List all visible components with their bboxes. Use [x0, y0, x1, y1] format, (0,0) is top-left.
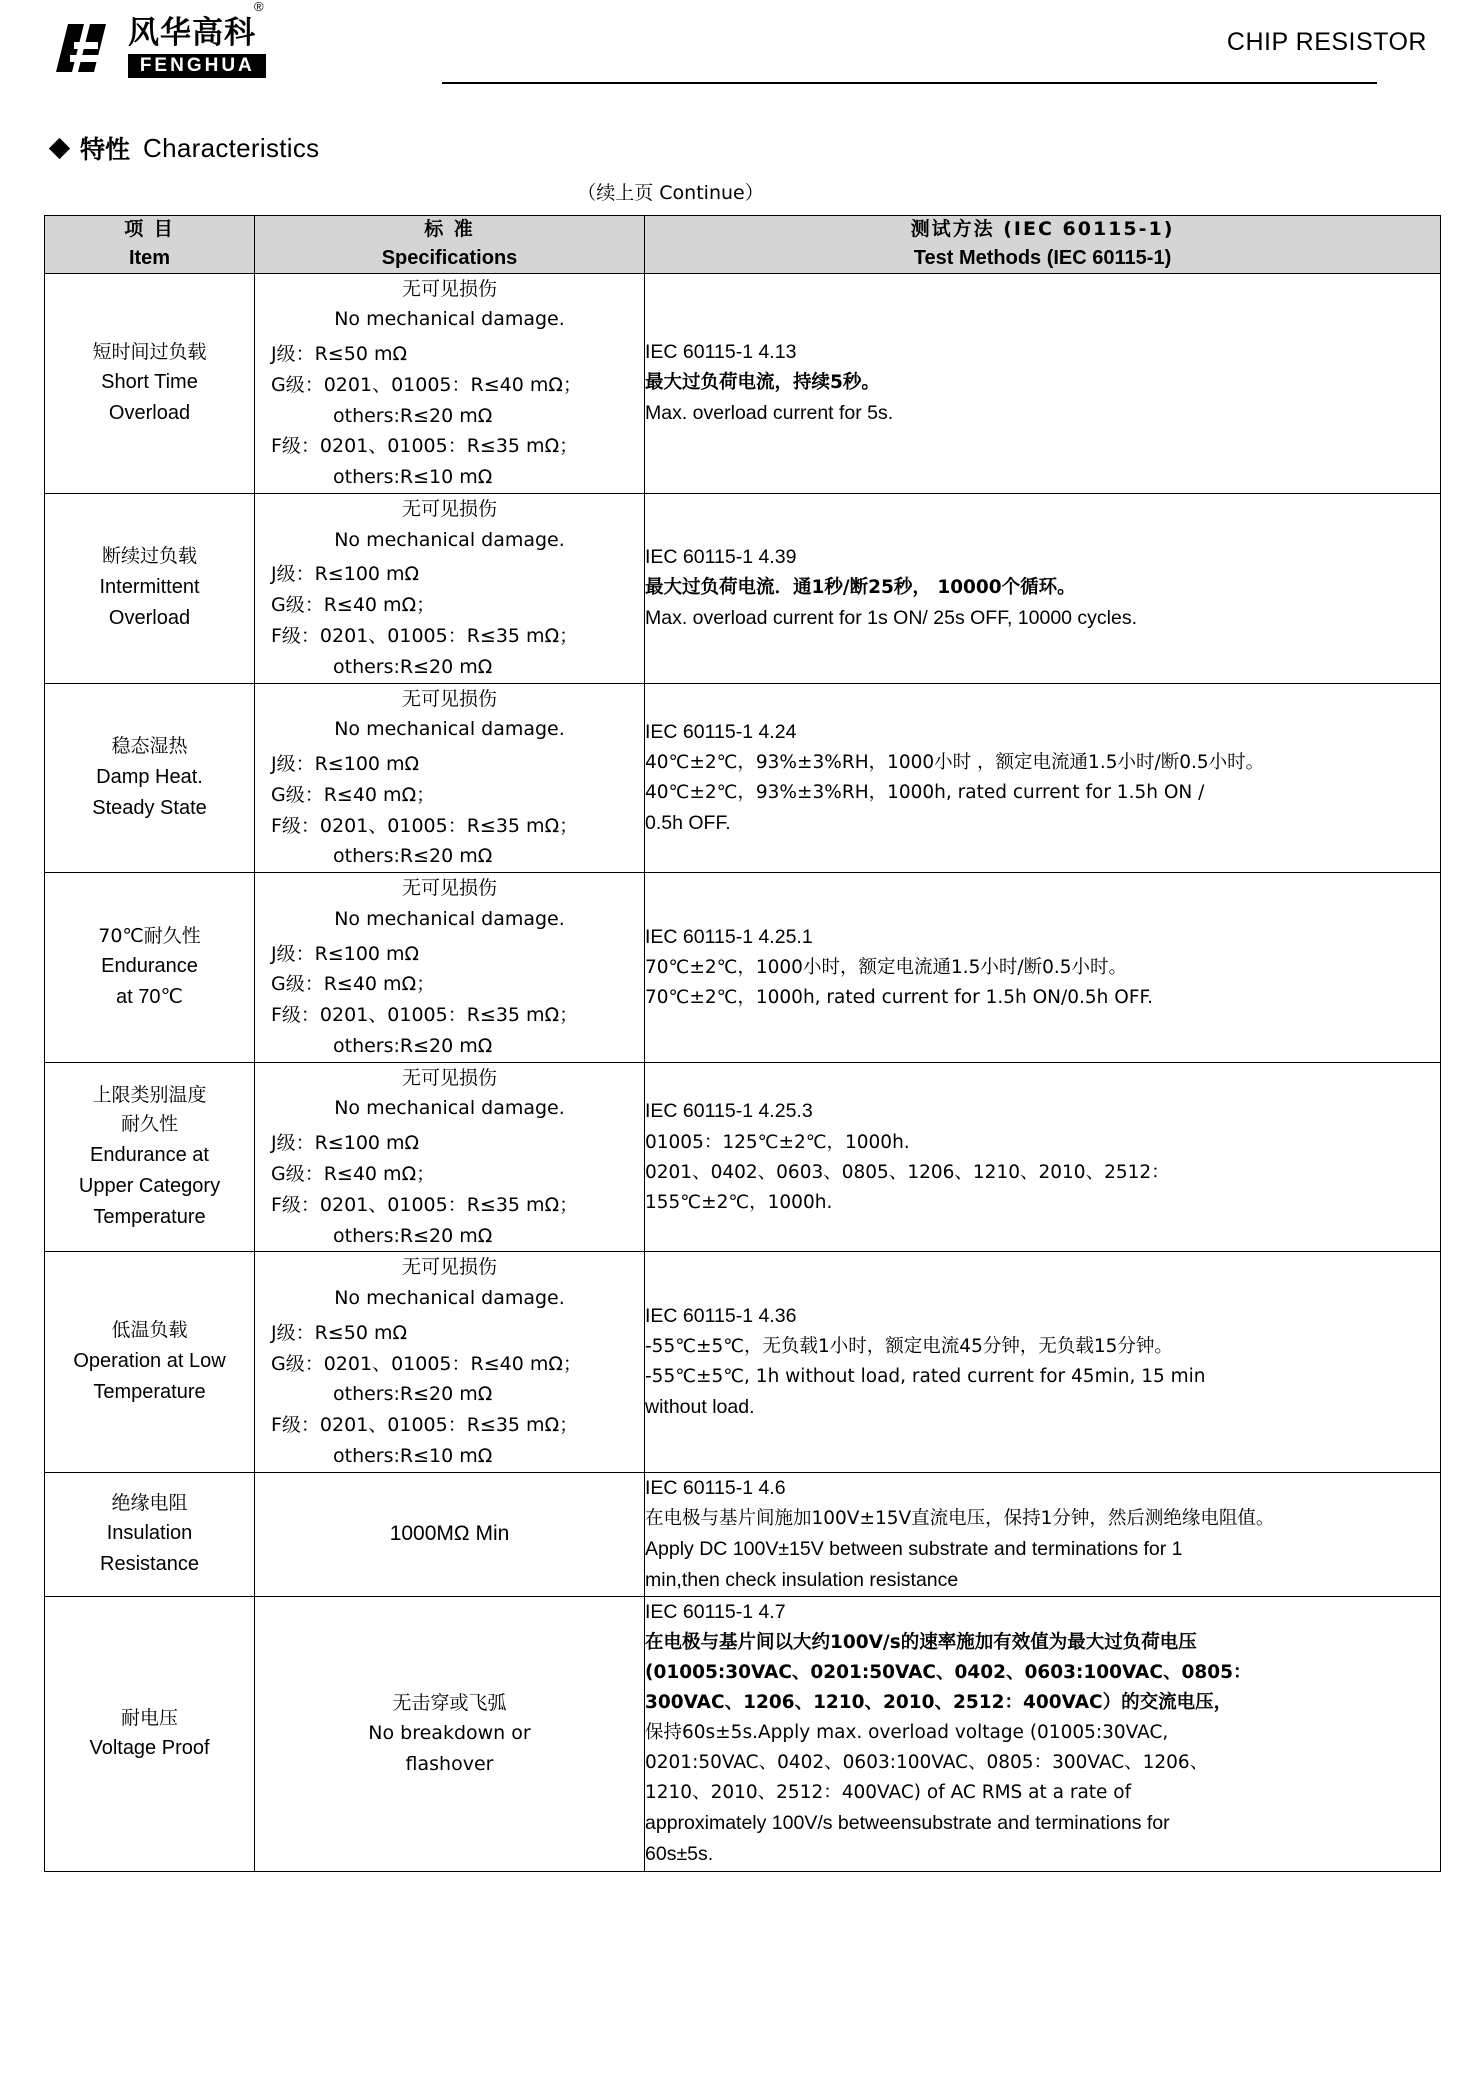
- logo-chinese-name: 风华高科: [128, 15, 256, 51]
- table-row: [45, 1472, 1441, 1597]
- table-row: [45, 1252, 1441, 1472]
- section-title-en: Characteristics: [143, 132, 320, 163]
- row-item-damp-heat-steady-state: 稳态湿热 Damp Heat. Steady State: [45, 683, 255, 873]
- table-row: [45, 683, 1441, 873]
- column-header-test-en: Test Methods (IEC 60115-1): [913, 246, 1172, 269]
- table-row: [45, 873, 1441, 1063]
- row-item-endurance-upper-category-temperature: 上限类别温度 耐久性 Endurance at Upper Category Temperature: [45, 1062, 255, 1252]
- header-right: [266, 0, 1429, 57]
- row-spec-insulation-resistance: 1000MΩ Min: [255, 1472, 645, 1597]
- row-spec-damp-heat-steady-state: 无可见损伤 No mechanical damage. J级：R≤100 mΩ G级：R≤40 mΩ； F级：0201、01005：R≤35 mΩ； others:R≤20 mΩ: [255, 683, 645, 873]
- row-item-endurance-at-70c: 70℃耐久性 Endurance at 70℃: [45, 873, 255, 1063]
- row-item-insulation-resistance: 绝缘电阻 Insulation Resistance: [45, 1472, 255, 1597]
- column-header-spec-cn: 标 准: [424, 218, 475, 240]
- row-test-insulation-resistance: IEC 60115-1 4.6 在电极与基片间施加100V±15V直流电压，保持1分钟，然后测绝缘电阻值。 Apply DC 100V±15V between substrate and terminations for 1 min,then check insulation resistance: [645, 1472, 1441, 1597]
- table-row: [45, 1597, 1441, 1871]
- row-test-intermittent-overload: IEC 60115-1 4.39 最大过负荷电流．通1秒/断25秒， 10000个循环。 Max. overload current for 1s ON/ 25s OFF, 10000 cycles.: [645, 493, 1441, 683]
- registered-trademark-icon: ®: [254, 0, 264, 14]
- column-header-item-cn: 项 目: [124, 218, 175, 240]
- column-header-item-en: Item: [128, 246, 171, 269]
- row-spec-voltage-proof: 无击穿或飞弧 No breakdown or flashover: [255, 1597, 645, 1871]
- characteristics-table: [44, 215, 1441, 1872]
- section-title-cn: 特性: [80, 135, 131, 164]
- row-test-short-time-overload: IEC 60115-1 4.13 最大过负荷电流，持续5秒。 Max. overload current for 5s.: [645, 273, 1441, 493]
- page-header: [52, 0, 1429, 100]
- row-spec-endurance-upper-category-temperature: 无可见损伤 No mechanical damage. J级：R≤100 mΩ G级：R≤40 mΩ； F级：0201、01005：R≤35 mΩ； others:R≤20 mΩ: [255, 1062, 645, 1252]
- row-item-voltage-proof: 耐电压 Voltage Proof: [45, 1597, 255, 1871]
- row-test-operation-at-low-temperature: IEC 60115-1 4.36 -55℃±5℃，无负载1小时，额定电流45分钟，无负载15分钟。 -55℃±5℃, 1h without load, rated current for 45min, 15 min without load.: [645, 1252, 1441, 1472]
- row-test-voltage-proof: IEC 60115-1 4.7 在电极与基片间以大约100V/s的速率施加有效值为最大过负荷电压 (01005:30VAC、0201:50VAC、0402、0603:100VAC、0805： 300VAC、1206、1210、2010、2512：400VAC）的交流电压， 保持60s±5s.Apply max. overload voltage (01005:30VAC, 0201:50VAC、0402、0603:100VAC、0805：300VAC、1206、 1210、2010、2512：400VAC) of AC RMS at a rate of approximately 100V/s betweensubstrate and terminations for 60s±5s.: [645, 1597, 1441, 1871]
- column-header-specifications: [255, 216, 645, 274]
- row-spec-short-time-overload: 无可见损伤 No mechanical damage. J级：R≤50 mΩ G级：0201、01005：R≤40 mΩ； others:R≤20 mΩ F级：0201、01005：R≤35 mΩ； others:R≤10 mΩ: [255, 273, 645, 493]
- table-header-row: [45, 216, 1441, 274]
- diamond-bullet-icon: [49, 137, 70, 158]
- column-header-spec-en: Specifications: [381, 246, 518, 269]
- logo-english-name: FENGHUA: [128, 54, 266, 78]
- table-row: [45, 1062, 1441, 1252]
- table-row: [45, 273, 1441, 493]
- document-title: CHIP RESISTOR: [1226, 28, 1427, 56]
- row-spec-intermittent-overload: 无可见损伤 No mechanical damage. J级：R≤100 mΩ G级：R≤40 mΩ； F级：0201、01005：R≤35 mΩ； others:R≤20 mΩ: [255, 493, 645, 683]
- row-test-endurance-at-70c: IEC 60115-1 4.25.1 70℃±2℃，1000小时，额定电流通1.5小时/断0.5小时。 70℃±2℃，1000h, rated current for 1.5h ON/0.5h OFF.: [645, 873, 1441, 1063]
- table-row: [45, 493, 1441, 683]
- column-header-test-methods: [645, 216, 1441, 274]
- row-spec-operation-at-low-temperature: 无可见损伤 No mechanical damage. J级：R≤50 mΩ G级：0201、01005：R≤40 mΩ； others:R≤20 mΩ F级：0201、01005：R≤35 mΩ； others:R≤10 mΩ: [255, 1252, 645, 1472]
- row-item-operation-at-low-temperature: 低温负载 Operation at Low Temperature: [45, 1252, 255, 1472]
- column-header-item: [45, 216, 255, 274]
- row-test-endurance-upper-category-temperature: IEC 60115-1 4.25.3 01005：125℃±2℃，1000h. 0201、0402、0603、0805、1206、1210、2010、2512： 155℃±2℃，1000h.: [645, 1062, 1441, 1252]
- row-spec-endurance-at-70c: 无可见损伤 No mechanical damage. J级：R≤100 mΩ G级：R≤40 mΩ； F级：0201、01005：R≤35 mΩ； others:R≤20 mΩ: [255, 873, 645, 1063]
- section-heading: [52, 130, 1481, 166]
- row-item-short-time-overload: 短时间过负载 Short Time Overload: [45, 273, 255, 493]
- company-logo: [52, 0, 266, 78]
- row-item-intermittent-overload: 断续过负载 Intermittent Overload: [45, 493, 255, 683]
- row-test-damp-heat-steady-state: IEC 60115-1 4.24 40℃±2℃，93%±3%RH，1000小时 ，额定电流通1.5小时/断0.5小时。 40℃±2℃，93%±3%RH，1000h, rated current for 1.5h ON / 0.5h OFF.: [645, 683, 1441, 873]
- continue-note: （续上页 Continue）: [577, 182, 764, 204]
- column-header-test-cn: 测试方法 (IEC 60115-1): [910, 218, 1175, 240]
- header-divider: [442, 82, 1377, 84]
- fenghua-logo-icon: [52, 21, 118, 75]
